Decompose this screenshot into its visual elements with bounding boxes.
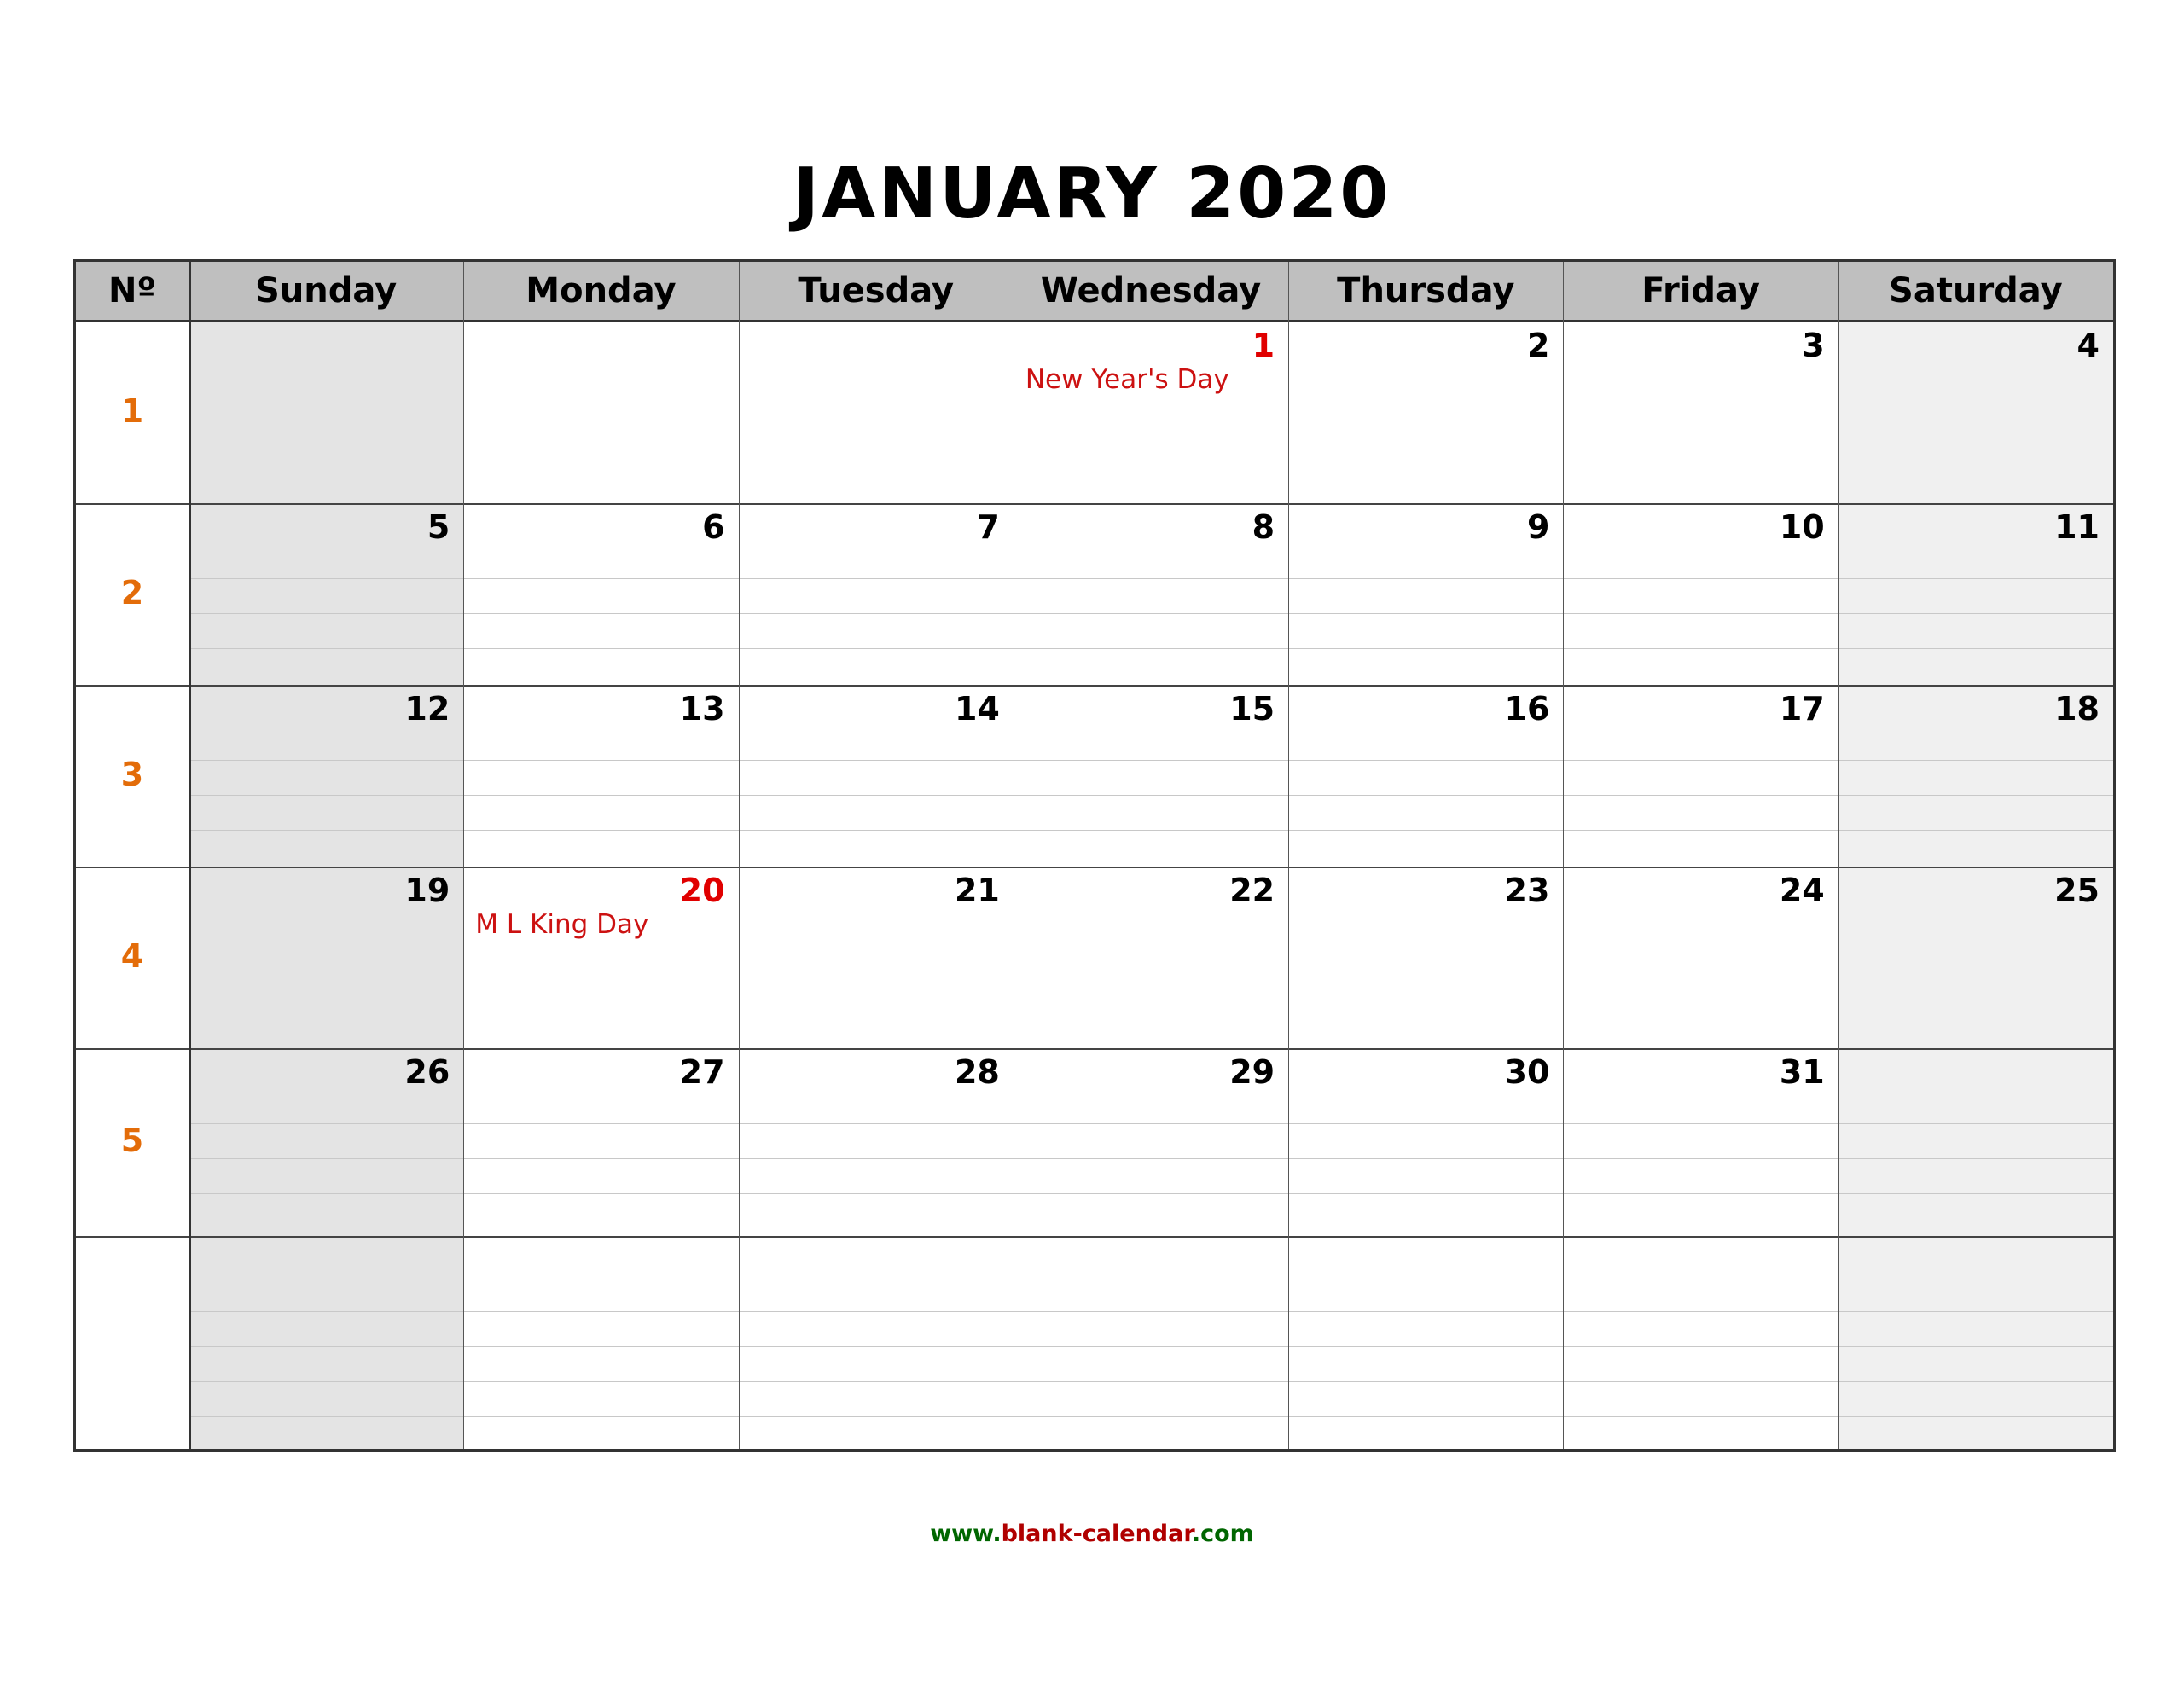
header-day-friday: Friday — [1563, 262, 1838, 322]
day-number[interactable]: 30 — [1504, 1053, 1550, 1091]
day-number[interactable]: 10 — [1779, 508, 1825, 546]
day-number[interactable]: 6 — [702, 508, 725, 546]
day-number[interactable]: 22 — [1229, 872, 1275, 909]
day-number[interactable]: 27 — [679, 1053, 725, 1091]
day-number[interactable]: 3 — [1802, 327, 1825, 364]
writing-line — [189, 613, 2113, 614]
header-day-thursday: Thursday — [1288, 262, 1563, 322]
header-number-cell: Nº — [76, 262, 189, 322]
column-separator — [1563, 262, 1564, 1449]
week-separator — [76, 503, 2113, 505]
day-number[interactable]: 20 — [679, 872, 725, 909]
day-number[interactable]: 24 — [1779, 872, 1825, 909]
day-number[interactable]: 1 — [1252, 327, 1275, 364]
day-number[interactable]: 2 — [1526, 327, 1550, 364]
day-number[interactable]: 21 — [954, 872, 1000, 909]
writing-line — [189, 1381, 2113, 1382]
column-separator — [1838, 262, 1839, 1449]
day-number[interactable]: 5 — [427, 508, 450, 546]
writing-line — [189, 1416, 2113, 1417]
header-day-wednesday: Wednesday — [1014, 262, 1288, 322]
week-number: 4 — [120, 936, 144, 975]
writing-line — [189, 648, 2113, 649]
header-day-sunday: Sunday — [189, 262, 463, 322]
day-number[interactable]: 17 — [1779, 690, 1825, 728]
footer-url-suffix: .com — [1191, 1521, 1254, 1547]
writing-line — [189, 830, 2113, 831]
day-number[interactable]: 23 — [1504, 872, 1550, 909]
day-number[interactable]: 14 — [954, 690, 1000, 728]
week-number: 2 — [120, 573, 144, 612]
week-separator — [76, 1048, 2113, 1050]
page-title: JANUARY 2020 — [793, 154, 1391, 235]
holiday-label: M L King Day — [475, 909, 649, 940]
week-separator — [76, 867, 2113, 868]
day-number[interactable]: 11 — [2054, 508, 2100, 546]
day-number[interactable]: 15 — [1229, 690, 1275, 728]
writing-line — [189, 795, 2113, 796]
week-number: 3 — [120, 755, 144, 793]
day-number[interactable]: 28 — [954, 1053, 1000, 1091]
writing-line — [189, 760, 2113, 761]
column-separator — [463, 262, 464, 1449]
column-separator — [739, 262, 740, 1449]
day-number[interactable]: 16 — [1504, 690, 1550, 728]
footer-url[interactable] — [0, 1521, 2184, 1547]
writing-line — [189, 1193, 2113, 1194]
writing-line — [189, 1158, 2113, 1159]
footer-url-brand: blank-calendar — [1001, 1521, 1192, 1547]
week-separator — [76, 685, 2113, 687]
day-number[interactable]: 13 — [679, 690, 725, 728]
day-number[interactable]: 9 — [1526, 508, 1550, 546]
day-number[interactable]: 7 — [977, 508, 1000, 546]
day-number[interactable]: 31 — [1779, 1053, 1825, 1091]
writing-line — [189, 1346, 2113, 1347]
column-separator — [1288, 262, 1289, 1449]
week-number: 5 — [120, 1122, 144, 1159]
column-separator — [189, 262, 191, 1449]
day-number[interactable]: 26 — [404, 1053, 450, 1091]
holiday-label: New Year's Day — [1025, 364, 1229, 395]
calendar-grid — [73, 259, 2116, 1452]
day-number[interactable]: 4 — [2077, 327, 2100, 364]
week-number: 1 — [120, 391, 144, 430]
day-number[interactable]: 25 — [2054, 872, 2100, 909]
day-number[interactable]: 12 — [404, 690, 450, 728]
writing-line — [189, 1123, 2113, 1124]
header-day-tuesday: Tuesday — [739, 262, 1014, 322]
day-number[interactable]: 19 — [404, 872, 450, 909]
week-separator — [76, 1236, 2113, 1238]
writing-line — [189, 1311, 2113, 1312]
header-day-saturday: Saturday — [1838, 262, 2113, 322]
day-number[interactable]: 18 — [2054, 690, 2100, 728]
footer-url-prefix: www. — [930, 1521, 1002, 1547]
day-number[interactable]: 29 — [1229, 1053, 1275, 1091]
writing-line — [189, 578, 2113, 579]
day-number[interactable]: 8 — [1252, 508, 1275, 546]
header-day-monday: Monday — [463, 262, 738, 322]
